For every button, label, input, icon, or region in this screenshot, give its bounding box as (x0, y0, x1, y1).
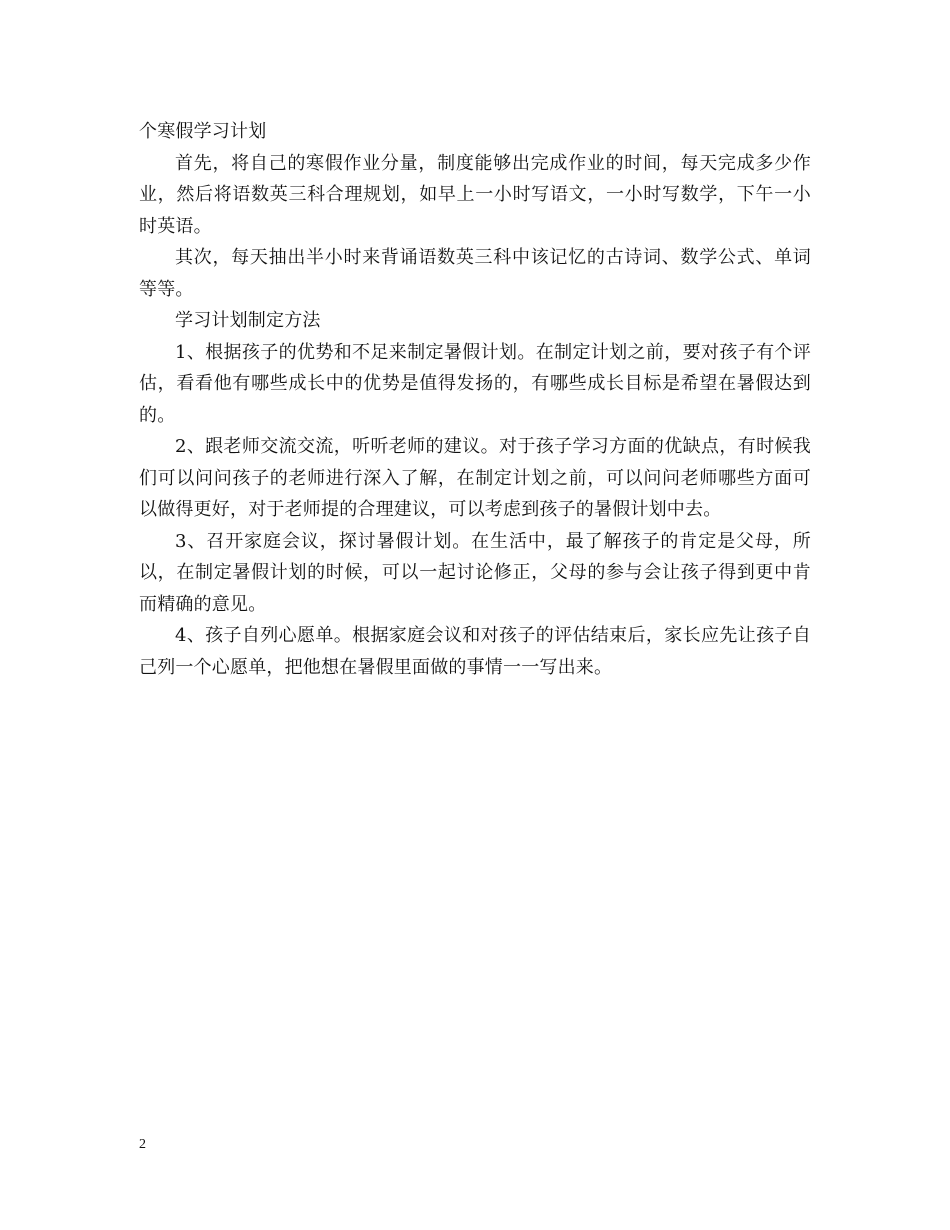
page-number: 2 (139, 1137, 146, 1152)
paragraph-step-3: 3、召开家庭会议，探讨暑假计划。在生活中，最了解孩子的肯定是父母，所以，在制定暑假计划的时候，可以一起讨论修正，父母的参与会让孩子得到更中肯而精确的意见。 (139, 530, 811, 615)
paragraph-homework-plan: 首先，将自己的寒假作业分量，制度能够出完成作业的时间，每天完成多少作业，然后将语数英三科合理规划，如早上一小时写语文，一小时写数学，下午一小时英语。 (139, 152, 811, 237)
paragraph-step-1: 1、根据孩子的优势和不足来制定暑假计划。在制定计划之前，要对孩子有个评估，看看他有哪些成长中的优势是值得发扬的，有哪些成长目标是希望在暑假达到的。 (139, 341, 811, 426)
paragraph-memorization: 其次，每天抽出半小时来背诵语数英三科中该记忆的古诗词、数学公式、单词等等。 (139, 247, 811, 300)
section-heading-method: 学习计划制定方法 (175, 310, 321, 331)
document-heading: 个寒假学习计划 (139, 121, 267, 142)
paragraph-step-2: 2、跟老师交流交流，听听老师的建议。对于孩子学习方面的优缺点，有时候我们可以问问孩子的老师进行深入了解，在制定计划之前，可以问问老师哪些方面可以做得更好，对于老师提的合理建议，可以考虑到孩子的暑假计划中去。 (139, 436, 811, 520)
paragraph-step-4: 4、孩子自列心愿单。根据家庭会议和对孩子的评估结束后，家长应先让孩子自己列一个心愿单，把他想在暑假里面做的事情一一写出来。 (139, 625, 811, 678)
document-body (139, 116, 811, 683)
